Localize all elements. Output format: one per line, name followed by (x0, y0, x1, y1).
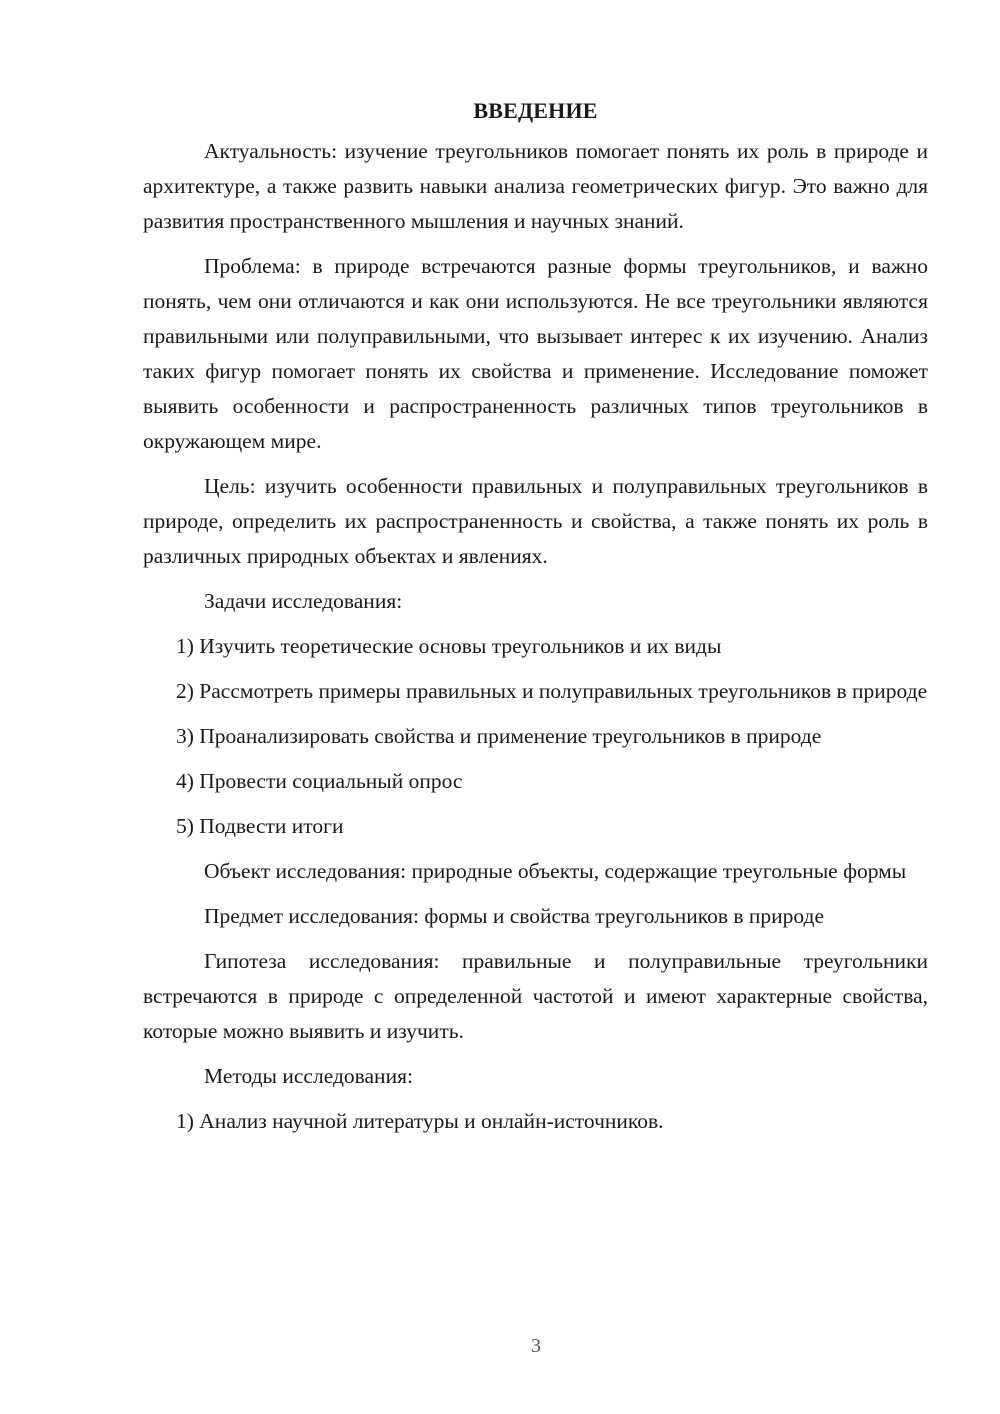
method-item: 1) Анализ научной литературы и онлайн-источников. (176, 1109, 664, 1133)
goal-paragraph: Цель: изучить особенности правильных и полуправильных треугольников в природе, определить их распространенность и свойства, а также понять их роль в различных природных объектах и явлениях. (143, 474, 928, 568)
task-item: 2) Рассмотреть примеры правильных и полуправильных треугольников в природе (176, 679, 928, 703)
document-page (143, 96, 928, 1149)
section-title: ВВЕДЕНИЕ (473, 98, 598, 123)
task-item: 4) Провести социальный опрос (176, 769, 463, 793)
methods-heading: Методы исследования: (204, 1064, 413, 1088)
page-number: 3 (531, 1335, 541, 1357)
subject-paragraph: Предмет исследования: формы и свойства треугольников в природе (204, 904, 825, 928)
task-item: 5) Подвести итоги (176, 814, 344, 838)
actuality-paragraph: Актуальность: изучение треугольников помогает понять их роль в природе и архитектуре, а также развить навыки анализа геометрических фигур. Это важно для развития пространственного мышления и научных знаний. (143, 139, 928, 233)
tasks-heading: Задачи исследования: (204, 589, 403, 613)
task-item: 3) Проанализировать свойства и применение треугольников в природе (176, 724, 822, 748)
object-paragraph: Объект исследования: природные объекты, содержащие треугольные формы (204, 859, 907, 883)
hypothesis-paragraph: Гипотеза исследования: правильные и полуправильные треугольники встречаются в природе с определенной частотой и имеют характерные свойства, которые можно выявить и изучить. (143, 949, 928, 1043)
task-item: 1) Изучить теоретические основы треугольников и их виды (176, 634, 722, 658)
problem-paragraph: Проблема: в природе встречаются разные формы треугольников, и важно понять, чем они отличаются и как они используются. Не все треугольники являются правильными или полуправильными, что вызывает интерес к их изучению. Анализ таких фигур помогает понять их свойства и применение. Исследование поможет выявить особенности и распространенность различных типов треугольников в окружающем мире. (143, 254, 928, 453)
